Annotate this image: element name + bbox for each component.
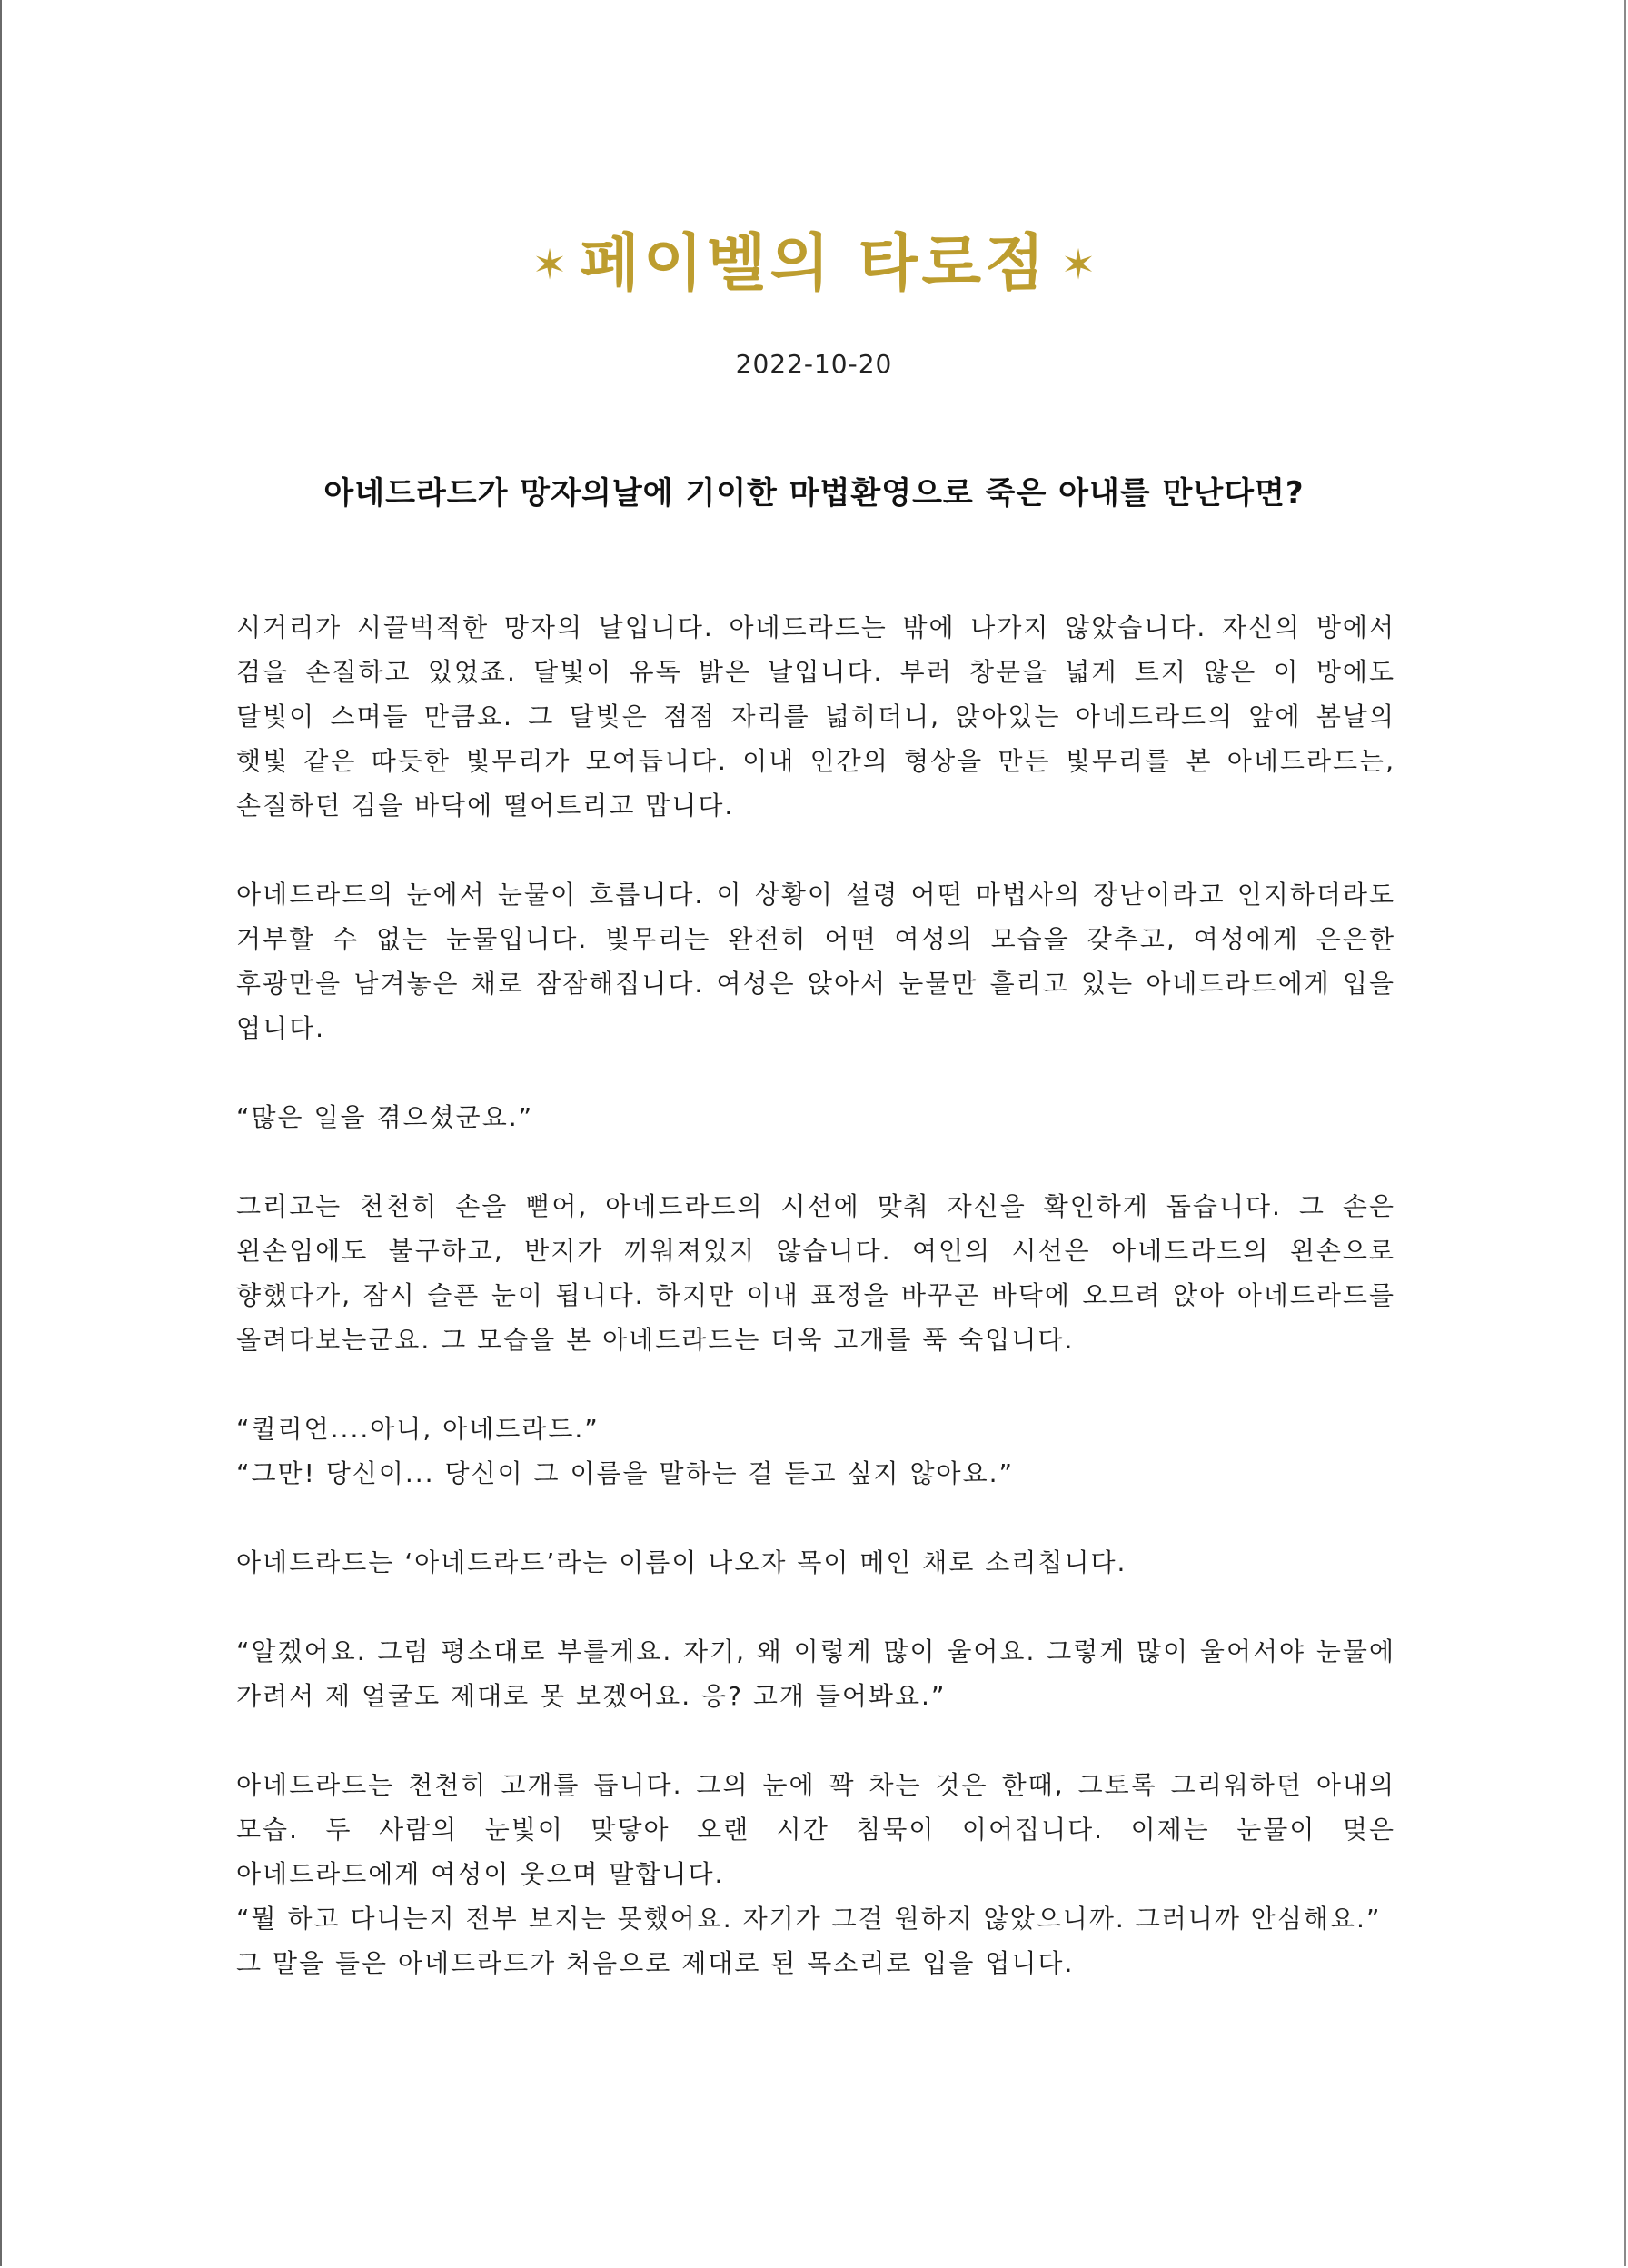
title-row [0, 227, 1628, 302]
reading-body [236, 605, 1395, 1985]
paragraph-8: “알겠어요. 그럼 평소대로 부를게요. 자기, 왜 이렇게 많이 울어요. 그렇게 많이 울어서야 눈물에 가려서 제 얼굴도 제대로 못 보겠어요. 응? 고개 들어봐요.” [236, 1636, 1395, 1711]
paragraph-3: “많은 일을 겪으셨군요.” [236, 1102, 534, 1132]
paragraph-6: “그만! 당신이... 당신이 그 이름을 말하는 걸 듣고 싶지 않아요.” [236, 1458, 1015, 1488]
star-right-icon: ✶ [1060, 239, 1097, 289]
document-title: 페이벨의 타로점 [580, 228, 1048, 300]
star-left-icon: ✶ [531, 239, 568, 289]
document-header [0, 227, 1628, 379]
paragraph-7: 아네드라드는 ‘아네드라드’라는 이름이 나오자 목이 메인 채로 소리칩니다. [236, 1547, 1127, 1577]
paragraph-11: 그 말을 들은 아네드라드가 처음으로 제대로 된 목소리로 입을 엽니다. [236, 1948, 1075, 1978]
reading-question: 아네드라드가 망자의날에 기이한 마법환영으로 죽은 아내를 만난다면? [323, 475, 1305, 512]
paragraph-5: “퀼리언....아니, 아네드라드.” [236, 1414, 600, 1444]
paragraph-4: 그리고는 천천히 손을 뻗어, 아네드라드의 시선에 맞춰 자신을 확인하게 돕습니다. 그 손은 왼손임에도 불구하고, 반지가 끼워져있지 않습니다. 여인의 시선은 아네드라드의 왼손으로 향했다가, 잠시 슬픈 눈이 됩니다. 하지만 이내 표정을 바꾸곤 바닥에 오므려 앉아 아네드라드를 올려다보는군요. 그 모습을 본 아네드라드는 더욱 고개를 푹 숙입니다. [236, 1191, 1395, 1355]
paragraph-10: “뭘 하고 다니는지 전부 보지는 못했어요. 자기가 그걸 원하지 않았으니까. 그러니까 안심해요.” [236, 1904, 1382, 1934]
paragraph-1: 시거리가 시끌벅적한 망자의 날입니다. 아네드라드는 밖에 나가지 않았습니다. 자신의 방에서 검을 손질하고 있었죠. 달빛이 유독 밝은 날입니다. 부러 창문을 넓게 트지 않은 이 방에도 달빛이 스며들 만큼요. 그 달빛은 점점 자리를 넓히더니, 앉아있는 아네드라드의 앞에 봄날의 햇빛 같은 따듯한 빛무리가 모여듭니다. 이내 인간의 형상을 만든 빛무리를 본 아네드라드는, 손질하던 검을 바닥에 떨어트리고 맙니다. [236, 612, 1395, 821]
document-date: 2022-10-20 [735, 348, 893, 379]
paragraph-2: 아네드라드의 눈에서 눈물이 흐릅니다. 이 상황이 설령 어떤 마법사의 장난이라고 인지하더라도 거부할 수 없는 눈물입니다. 빛무리는 완전히 어떤 여성의 모습을 갖추고, 여성에게 은은한 후광만을 남겨놓은 채로 잠잠해집니다. 여성은 앉아서 눈물만 흘리고 있는 아네드라드에게 입을 엽니다. [236, 880, 1395, 1043]
paragraph-9: 아네드라드는 천천히 고개를 듭니다. 그의 눈에 꽉 차는 것은 한때, 그토록 그리워하던 아내의 모습. 두 사람의 눈빛이 맞닿아 오랜 시간 침묵이 이어집니다. 이제는 눈물이 멎은 아네드라드에게 여성이 웃으며 말합니다. [236, 1770, 1395, 1889]
